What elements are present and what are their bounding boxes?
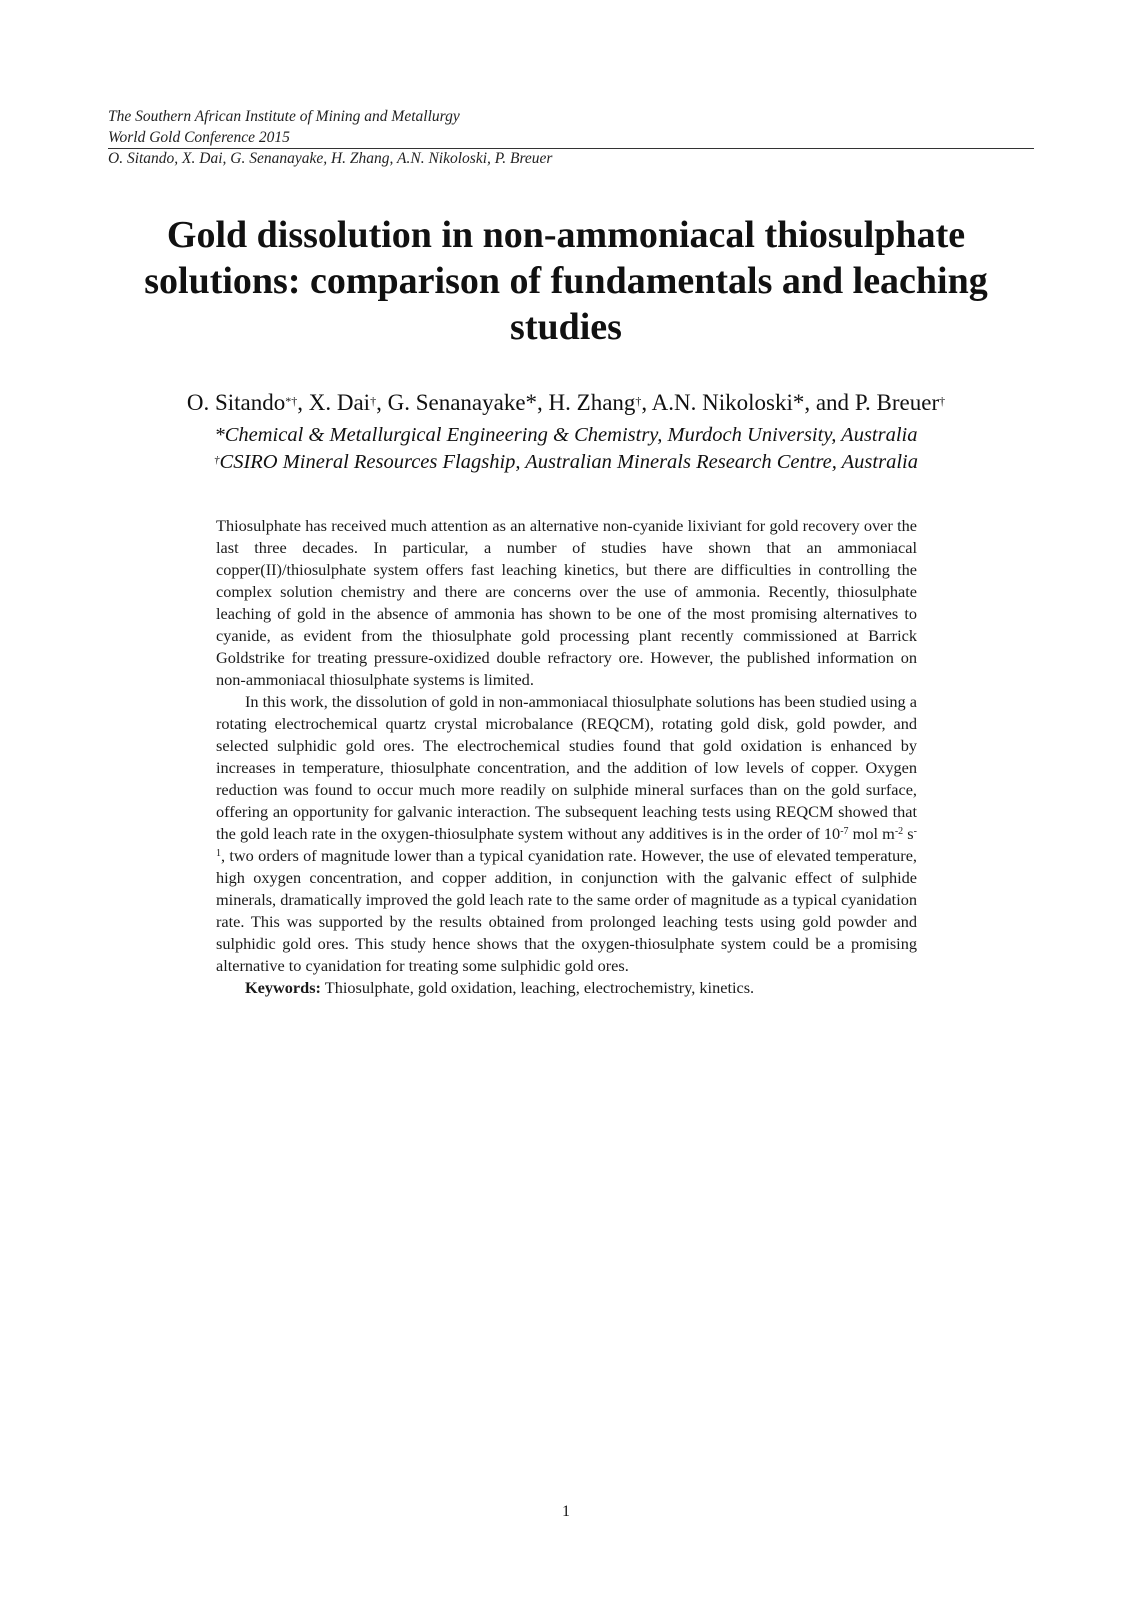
affiliation-csiro — [60, 449, 1072, 476]
exponent: -2 — [894, 826, 904, 837]
author-mark: † — [635, 394, 642, 408]
affiliation-text: CSIRO Mineral Resources Flagship, Australian Minerals Research Centre, Australia — [219, 451, 918, 473]
abstract-text: , two orders of magnitude lower than a typical cyanidation rate. However, the use of elevated temperature, high oxygen concentration, and copper addition, in conjunction with the galvanic effect of sulphide minerals, dramatically improved the gold leach rate to the same order of magnitude as a typical cyanidation rate. This was supported by the results obtained from prolonged leaching tests using gold powder and sulphidic gold ores. This study hence shows that the oxygen-thiosulphate system could be a promising alternative to cyanidation for treating some sulphidic gold ores. — [216, 846, 917, 975]
author-name: A.N. Nikoloski — [651, 390, 793, 415]
header-authors: O. Sitando, X. Dai, G. Senanayake, H. Zhang, A.N. Nikoloski, P. Breuer — [108, 150, 553, 167]
author-connector: and — [815, 390, 850, 415]
affiliation-mark: † — [214, 454, 220, 466]
exponent: -7 — [840, 826, 849, 837]
keywords-label: Keywords: — [245, 978, 321, 997]
author-name: X. Dai — [308, 390, 371, 415]
author-name: H. Zhang — [548, 390, 636, 415]
page-number: 1 — [562, 1503, 570, 1520]
header-rule — [108, 148, 1034, 149]
abstract-paragraph-2 — [216, 691, 917, 977]
header-conference: World Gold Conference 2015 — [108, 129, 290, 146]
author-list: O. Sitando*†, X. Dai†, G. Senanayake*, H. Zhang†, A.N. Nikoloski*, and P. Breuer† — [186, 390, 946, 415]
abstract — [216, 515, 917, 999]
abstract-text: s — [903, 824, 914, 843]
author-mark: † — [939, 394, 946, 408]
author-name: P. Breuer — [854, 390, 940, 415]
abstract-paragraph-1: Thiosulphate has received much attention as an alternative non-cyanide lixiviant for gold recovery over the last three decades. In particular, a number of studies have shown that an ammoniacal copper(II)/thiosulphate system offers fast leaching kinetics, but there are difficulties in controlling the complex solution chemistry and there are concerns over the use of ammonia. Recently, thiosulphate leaching of gold in the absence of ammonia has shown to be one of the most promising alternatives to cyanide, as evident from the thiosulphate gold processing plant recently commissioned at Barrick Goldstrike for treating pressure-oxidized double refractory ore. However, the published information on non-ammoniacal thiosulphate systems is limited. — [216, 516, 917, 689]
author-name: G. Senanayake — [387, 390, 526, 415]
keywords — [216, 977, 917, 999]
abstract-text: In this work, the dissolution of gold in non-ammoniacal thiosulphate solutions has been studied using a rotating electrochemical quartz crystal microbalance (REQCM), rotating gold disk, gold powder, and selected sulphidic gold ores. The electrochemical studies found that gold oxidation is enhanced by increases in temperature, thiosulphate concentration, and the addition of low levels of copper. Oxygen reduction was found to occur much more readily on sulphide mineral surfaces than on the gold surface, offering an opportunity for galvanic interaction. The subsequent leaching tests using REQCM showed that the gold leach rate in the oxygen-thiosulphate system without any additives is in the order of 10 — [216, 692, 917, 843]
keywords-text: Thiosulphate, gold oxidation, leaching, electrochemistry, kinetics. — [324, 978, 755, 997]
author-name: O. Sitando — [186, 390, 286, 415]
paper-title: Gold dissolution in non-ammoniacal thiosulphate solutions: comparison of fundamentals and leaching studies — [144, 214, 988, 348]
exponent: -1 — [216, 826, 917, 859]
author-mark: * — [525, 390, 538, 415]
author-mark: *† — [285, 394, 298, 408]
header-institute: The Southern African Institute of Mining and Metallurgy — [108, 108, 460, 125]
abstract-text: mol m — [848, 824, 895, 843]
affiliation-mark: * — [214, 424, 225, 446]
affiliation-murdoch — [60, 422, 1072, 449]
author-mark: * — [792, 390, 805, 415]
author-mark: † — [370, 394, 377, 408]
running-header — [108, 106, 1034, 169]
affiliation-text: Chemical & Metallurgical Engineering & Chemistry, Murdoch University, Australia — [224, 424, 918, 446]
